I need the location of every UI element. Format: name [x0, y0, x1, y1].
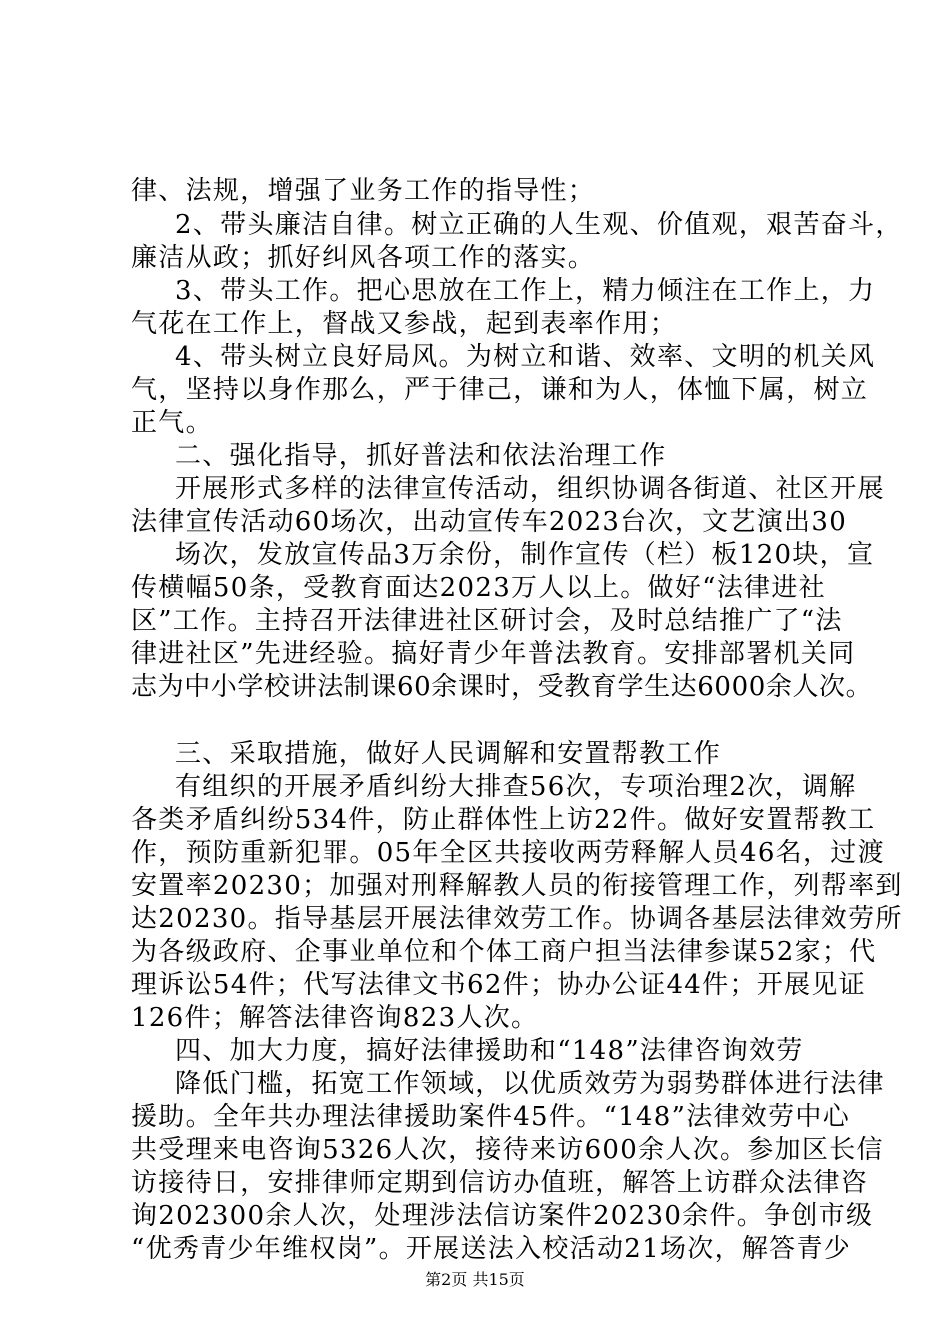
text-line: 开展形式多样的法律宣传活动，组织协调各街道、社区开展 — [175, 474, 885, 504]
section-heading: 三、采取措施，做好人民调解和安置帮教工作 — [175, 739, 722, 769]
text-line: 作，预防重新犯罪。05年全区共接收两劳释解人员46名，过渡 — [131, 838, 885, 868]
text-line: 气，坚持以身作那么，严于律己，谦和为人，体恤下属，树立 — [131, 375, 869, 405]
text-line: 安置率20230；加强对刑释解教人员的衔接管理工作，列帮率到 — [131, 871, 903, 901]
text-line: 区”工作。主持召开法律进社区研讨会，及时总结推广了“法 — [131, 606, 843, 636]
text-line: 律进社区”先进经验。搞好青少年普法教育。安排部署机关同 — [131, 639, 856, 669]
text-line: 各类矛盾纠纷534件，防止群体性上访22件。做好安置帮教工 — [131, 805, 876, 835]
page-footer: 第2页 共15页 — [425, 1270, 525, 1289]
text-line: 询202300余人次，处理涉法信访案件20230余件。争创市级 — [131, 1201, 874, 1231]
text-line: 理诉讼54件；代写法律文书62件；协办公证44件；开展见证 — [131, 970, 866, 1000]
text-line: 廉洁从政；抓好纠风各项工作的落实。 — [131, 243, 596, 273]
text-line: 有组织的开展矛盾纠纷大排查56次，专项治理2次，调解 — [175, 772, 857, 802]
text-line: 达20230。指导基层开展法律效劳工作。协调各基层法律效劳所 — [131, 904, 903, 934]
text-line: 传横幅50条，受教育面达2023万人以上。做好“法律进社 — [131, 573, 826, 603]
section-heading: 二、强化指导，抓好普法和依法治理工作 — [175, 441, 667, 471]
text-line: 志为中小学校讲法制课60余课时，受教育学生达6000余人次。 — [131, 672, 873, 702]
text-line: 4、带头树立良好局风。为树立和谐、效率、文明的机关风 — [175, 342, 876, 372]
text-line: 援助。全年共办理法律援助案件45件。“148”法律效劳中心 — [131, 1102, 850, 1132]
text-line: 气花在工作上，督战又参战，起到表率作用； — [131, 309, 678, 339]
text-line: 2、带头廉洁自律。树立正确的人生观、价值观，艰苦奋斗， — [175, 210, 903, 240]
text-line: 126件；解答法律咨询823人次。 — [131, 1003, 539, 1033]
text-line: 律、法规，增强了业务工作的指导性； — [131, 176, 596, 206]
text-line: 法律宣传活动60场次，出动宣传车2023台次，文艺演出30 — [131, 507, 848, 537]
text-line: 为各级政府、企事业单位和个体工商户担当法律参谋52家；代 — [131, 937, 877, 967]
section-heading: 四、加大力度，搞好法律援助和“148”法律咨询效劳 — [175, 1036, 804, 1066]
text-line: 3、带头工作。把心思放在工作上，精力倾注在工作上，力 — [175, 276, 876, 306]
text-line: 降低门槛，拓宽工作领域，以优质效劳为弱势群体进行法律 — [175, 1069, 885, 1099]
text-line: 正气。 — [131, 408, 213, 438]
text-line: 共受理来电咨询5326人次，接待来访600余人次。参加区长信 — [131, 1135, 884, 1165]
text-line: 访接待日，安排律师定期到信访办值班，解答上访群众法律咨 — [131, 1168, 869, 1198]
text-line: 场次，发放宣传品3万余份，制作宣传（栏）板120块，宣 — [175, 540, 875, 570]
text-line: “优秀青少年维权岗”。开展送法入校活动21场次，解答青少 — [131, 1234, 852, 1264]
